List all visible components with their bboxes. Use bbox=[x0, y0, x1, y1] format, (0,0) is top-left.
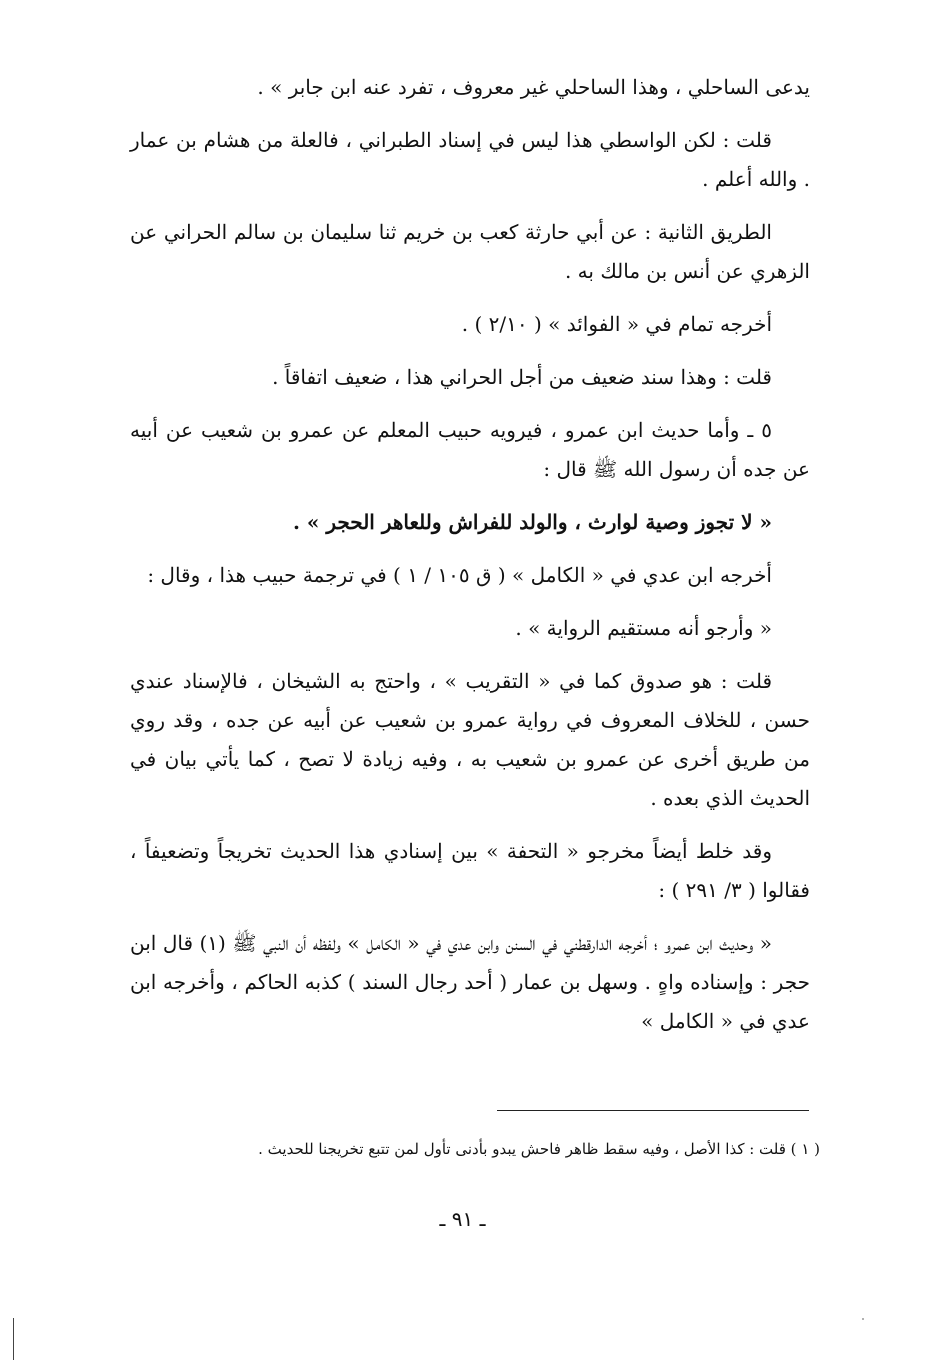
paragraph-12: « وحديث ابن عمرو ؛ أخرجه الدارقطني في السنن وابن عدي في « الكامل » ولفظه أن النبي ﷺ (١) قال ابن حجر : وإسناده واهٍ . وسهل بن عمار ( أحد رجال السند ) كذبه الحاكم ، وأخرجه ابن عدي في « الكامل » bbox=[130, 931, 810, 1033]
paragraph-6: ٥ ـ وأما حديث ابن عمرو ، فيرويه حبيب المعلم عن عمرو بن شعيب عن أبيه عن جده أن رسول الله ﷺ قال : bbox=[130, 418, 810, 481]
main-text bbox=[130, 68, 810, 1055]
scan-edge-mark bbox=[13, 1318, 14, 1360]
footnote: ( ١ ) قلت : كذا الأصل ، وفيه سقط ظاهر فاحش يبدو بأدنى تأول لمن تتبع تخريجنا للحديث . bbox=[258, 1140, 820, 1158]
hadith-quote: « لا تجوز وصية لوارث ، والولد للفراش وللعاهر الحجر » . bbox=[292, 510, 772, 534]
paragraph-8: أخرجه ابن عدي في « الكامل » ( ق ١٠٥ / ١ ) في ترجمة حبيب هذا ، وقال : bbox=[147, 563, 772, 587]
paragraph-9: « وأرجو أنه مستقيم الرواية » . bbox=[515, 616, 772, 640]
footnote-divider bbox=[497, 1110, 809, 1111]
paragraph-5: قلت : وهذا سند ضعيف من أجل الحراني هذا ، ضعيف اتفاقاً . bbox=[272, 365, 772, 389]
paragraph-10: قلت : هو صدوق كما في « التقريب » ، واحتج به الشيخان ، فالإسناد عندي حسن ، للخلاف المعروف في رواية عمرو بن شعيب عن أبيه عن جده ، وقد روي من طريق أخرى عن عمرو بن شعيب به ، وفيه زيادة لا تصح ، كما يأتي بيان في الحديث الذي بعده . bbox=[130, 669, 810, 810]
paragraph-11: وقد خلط أيضاً مخرجو « التحفة » بين إسنادي هذا الحديث تخريجاً وتضعيفاً ، فقالوا ( ٣/ ٢٩١ ) : bbox=[130, 839, 810, 902]
paragraph-4: أخرجه تمام في « الفوائد » ( ٢/١٠ ) . bbox=[461, 312, 772, 336]
paragraph-2: قلت : لكن الواسطي هذا ليس في إسناد الطبراني ، فالعلة من هشام بن عمار . والله أعلم . bbox=[130, 128, 810, 191]
paragraph-3: الطريق الثانية : عن أبي حارثة كعب بن خريم ثنا سليمان بن سالم الحراني عن الزهري عن أنس بن مالك به . bbox=[130, 220, 810, 283]
scan-speck bbox=[862, 1318, 864, 1320]
paragraph-1: يدعى الساحلي ، وهذا الساحلي غير معروف ، تفرد عنه ابن جابر » . bbox=[257, 75, 810, 99]
page-number: ـ ٩١ ـ bbox=[439, 1207, 486, 1231]
